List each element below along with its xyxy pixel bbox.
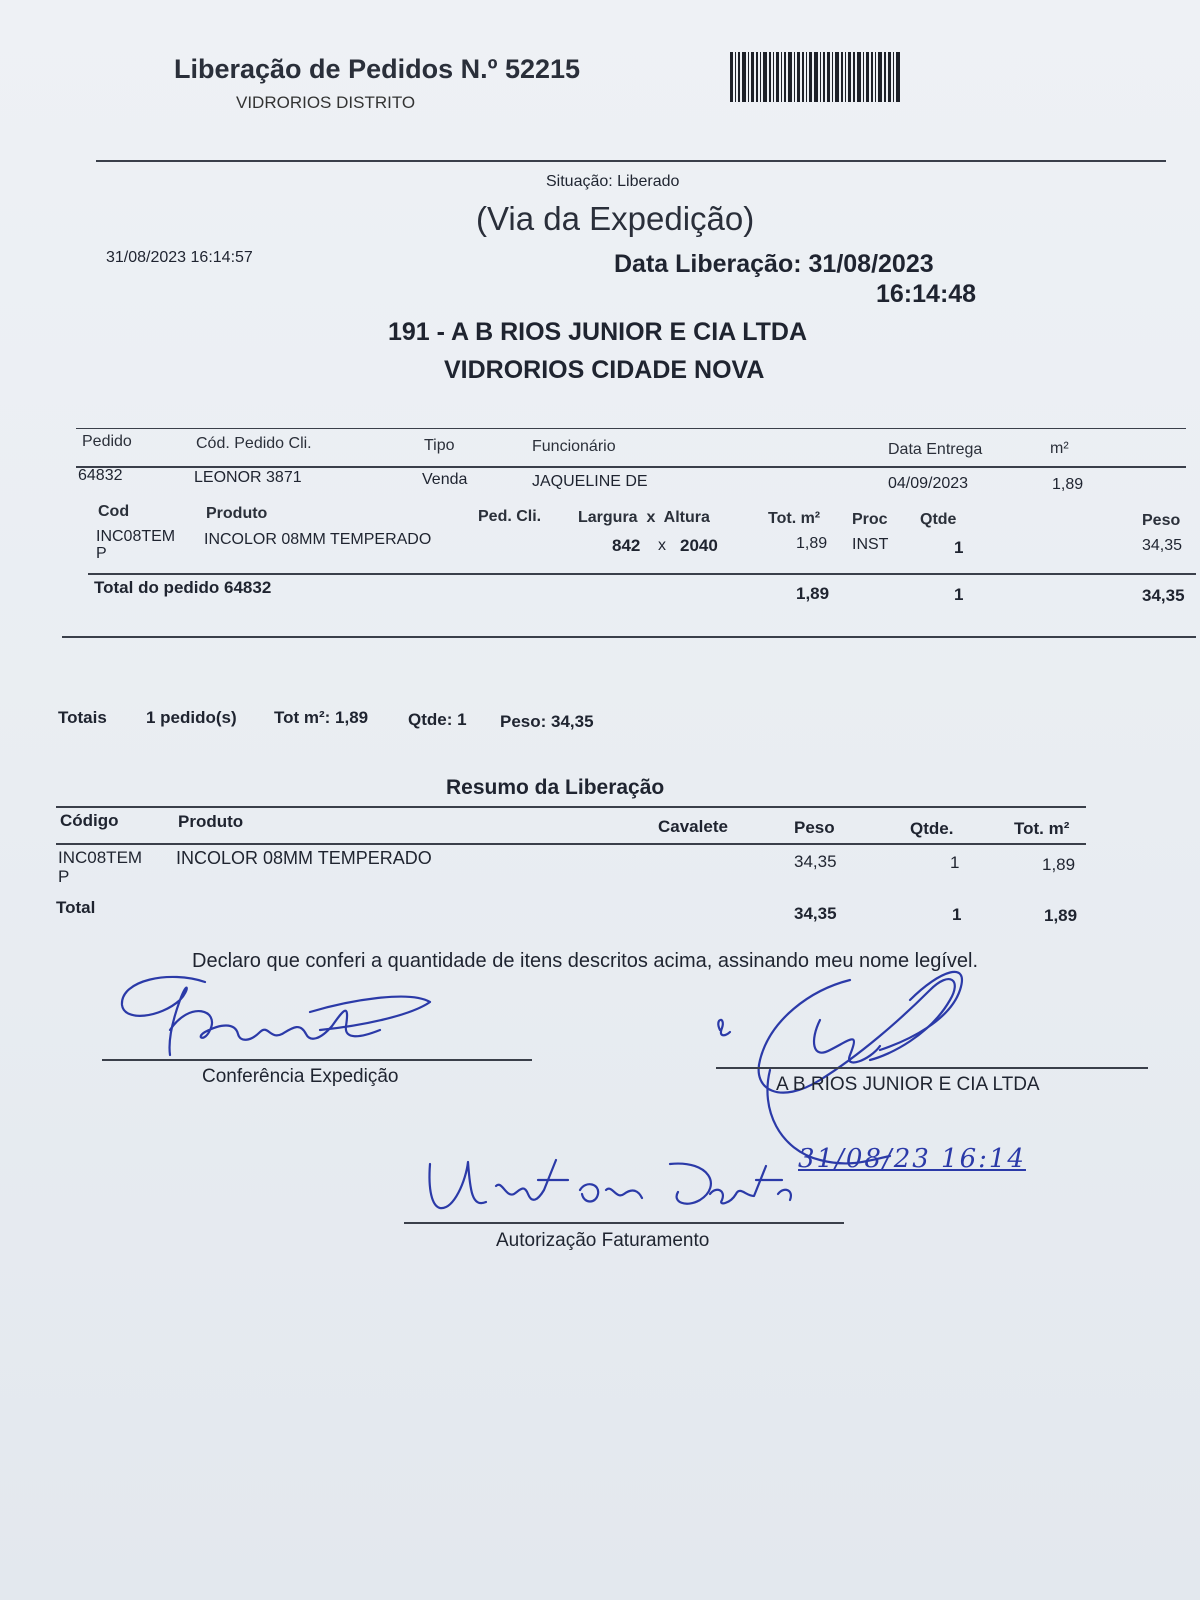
summary-header-produto: Produto <box>178 812 244 831</box>
item-tot-m2: 1,89 <box>796 535 828 552</box>
barcode <box>730 52 918 102</box>
order-total-m2: 1,89 <box>796 584 830 603</box>
summary-header-cavalete: Cavalete <box>658 817 728 836</box>
summary-qtde: 1 <box>950 853 960 872</box>
handwritten-date: 31/08/23 16:14 <box>798 1144 1026 1174</box>
item-header-tot-m2: Tot. m² <box>768 510 821 527</box>
col-header-tipo: Tipo <box>424 437 455 454</box>
order-table-bottom-border <box>62 636 1196 638</box>
faturamento-signature-line <box>404 1222 844 1224</box>
item-qtde: 1 <box>954 538 964 557</box>
summary-code-line2: P <box>58 867 70 886</box>
client-signature-line <box>716 1067 1148 1069</box>
faturamento-signature <box>410 1150 810 1220</box>
item-product: INCOLOR 08MM TEMPERADO <box>204 531 432 548</box>
item-header-cod: Cod <box>98 503 130 520</box>
item-header-peso: Peso <box>1142 512 1181 529</box>
item-proc: INST <box>852 536 889 553</box>
copy-designation: (Via da Expedição) <box>476 200 755 237</box>
item-weight: 34,35 <box>1142 537 1183 554</box>
order-total-label: Total do pedido 64832 <box>94 578 272 597</box>
summary-total-m2: 1,89 <box>1044 906 1078 925</box>
employee-name: JAQUELINE DE <box>532 473 648 490</box>
item-times-sign: x <box>658 537 666 554</box>
summary-header-codigo: Código <box>60 811 119 830</box>
summary-total-weight: 34,35 <box>794 904 837 923</box>
col-header-m2: m² <box>1050 440 1069 457</box>
item-code-line1: INC08TEM <box>96 528 176 545</box>
issuer-company: VIDRORIOS DISTRITO <box>236 93 416 112</box>
client-name: 191 - A B RIOS JUNIOR E CIA LTDA <box>388 318 808 346</box>
summary-product: INCOLOR 08MM TEMPERADO <box>176 848 432 868</box>
summary-title: Resumo da Liberação <box>446 776 665 799</box>
item-header-proc: Proc <box>852 511 888 528</box>
item-header-produto: Produto <box>206 505 268 522</box>
totals-weight: Peso: 34,35 <box>500 712 594 731</box>
item-code-line2: P <box>96 545 107 562</box>
item-width: 842 <box>612 536 641 555</box>
col-header-data-entrega: Data Entrega <box>888 441 983 458</box>
expedicao-signature-line <box>102 1059 532 1061</box>
summary-weight: 34,35 <box>794 852 837 871</box>
document-title: Liberação de Pedidos N.º 52215 <box>174 54 581 84</box>
summary-code-line1: INC08TEM <box>58 848 143 867</box>
release-time: 16:14:48 <box>876 280 977 308</box>
status-text: Situação: Liberado <box>546 173 680 190</box>
order-total-weight: 34,35 <box>1142 586 1185 605</box>
order-total-divider <box>88 573 1196 575</box>
expedicao-signature <box>110 960 450 1070</box>
print-timestamp: 31/08/2023 16:14:57 <box>106 249 253 266</box>
order-m2: 1,89 <box>1052 476 1084 493</box>
summary-total-qtde: 1 <box>952 905 962 924</box>
summary-header-tot-m2: Tot. m² <box>1014 819 1070 838</box>
summary-header-qtde: Qtde. <box>910 819 954 838</box>
order-header-divider <box>76 466 1186 468</box>
item-header-qtde: Qtde <box>920 511 957 528</box>
expedicao-signature-label: Conferência Expedição <box>202 1066 399 1087</box>
order-total-qtde: 1 <box>954 585 964 604</box>
client-order-code: LEONOR 3871 <box>194 469 302 486</box>
release-date: Data Liberação: 31/08/2023 <box>614 250 934 278</box>
summary-top-border <box>56 806 1086 808</box>
declaration-text: Declaro que conferi a quantidade de itens descritos acima, assinando meu nome legível. <box>192 950 979 972</box>
order-type: Venda <box>422 471 468 488</box>
client-signature-label: A B RIOS JUNIOR E CIA LTDA <box>776 1074 1040 1095</box>
item-header-largura-altura: Largura x Altura <box>578 509 710 526</box>
summary-header-divider <box>56 843 1086 845</box>
col-header-funcionario: Funcionário <box>532 438 616 455</box>
order-table-top-border <box>76 428 1186 429</box>
totals-m2: Tot m²: 1,89 <box>274 708 369 727</box>
totals-orders: 1 pedido(s) <box>146 708 237 727</box>
item-height: 2040 <box>680 536 718 555</box>
header-divider <box>96 160 1166 162</box>
col-header-cod-pedido-cli: Cód. Pedido Cli. <box>196 435 312 452</box>
item-header-ped-cli: Ped. Cli. <box>478 508 542 525</box>
summary-header-peso: Peso <box>794 818 835 837</box>
client-branch: VIDRORIOS CIDADE NOVA <box>444 356 765 384</box>
delivery-date: 04/09/2023 <box>888 475 969 492</box>
totals-label: Totais <box>58 708 107 727</box>
faturamento-signature-label: Autorização Faturamento <box>496 1230 710 1251</box>
totals-qtde: Qtde: 1 <box>408 710 467 729</box>
summary-total-label: Total <box>56 898 96 917</box>
summary-tot-m2: 1,89 <box>1042 855 1076 874</box>
col-header-pedido: Pedido <box>82 433 132 450</box>
order-number: 64832 <box>78 467 123 484</box>
